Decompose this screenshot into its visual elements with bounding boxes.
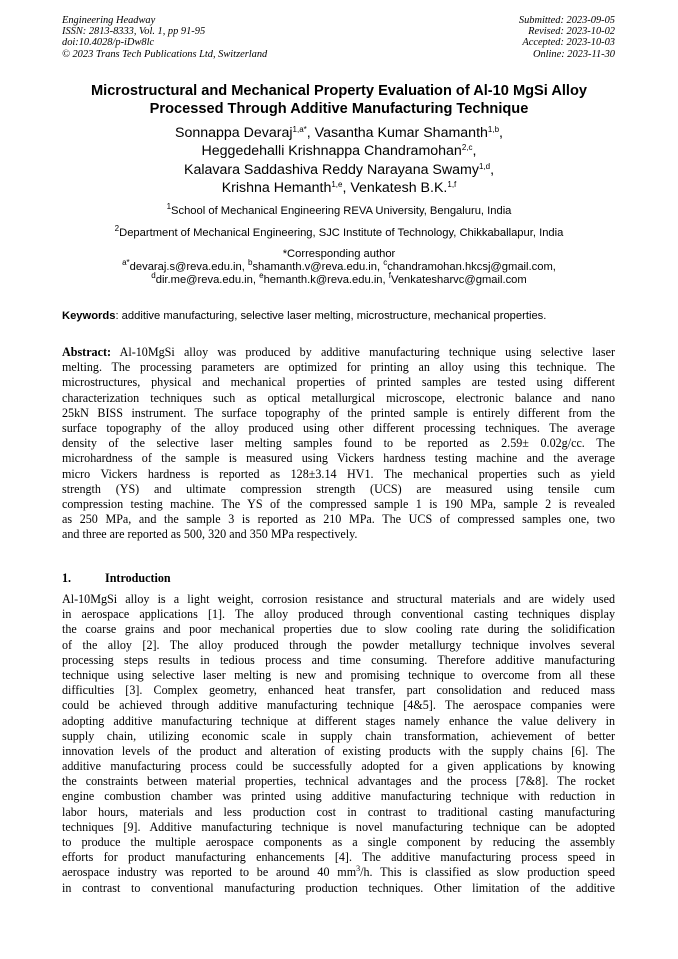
paper-title bbox=[40, 82, 638, 118]
journal-name: Engineering Headway bbox=[62, 15, 156, 26]
revised-date: Revised: 2023-10-02 bbox=[528, 26, 615, 38]
paragraph-line: techniques [9]. Additive manufacturing technique is novel manufacturing technique can be adopted bbox=[62, 819, 615, 834]
superscript: 3 bbox=[356, 864, 361, 874]
issn-volume: ISSN: 2813-8333, Vol. 1, pp 91-95 bbox=[62, 26, 206, 38]
author-list bbox=[40, 124, 638, 198]
author-name: Kalavara Saddashiva Reddy Narayana Swamy bbox=[183, 161, 479, 178]
paragraph-line: Al-10MgSi alloy is a light weight, corrosion resistance and structural materials and are widely used bbox=[62, 592, 615, 606]
paragraph-line: could be achieved through additive manufacturing technique [4&5]. The aerospace companies were bbox=[62, 698, 615, 713]
email-mark: a* bbox=[122, 258, 130, 267]
abstract-line: microhardness of the sample is measured using Vickers hardness testing machine and the average bbox=[62, 451, 615, 466]
title-line-1: Microstructural and Mechanical Property Evaluation of Al-10 MgSi Alloy bbox=[90, 83, 588, 99]
email-mark: c bbox=[383, 258, 388, 267]
abstract-line: strength (YS) and ultimate compression strength (UCS) are measured using tensile cum bbox=[62, 481, 615, 496]
affiliation-1 bbox=[40, 202, 638, 218]
author-separator: , bbox=[342, 180, 351, 197]
paragraph-line: in contrast to conventional manufacturing production techniques. Other limitation of the additive bbox=[62, 880, 615, 895]
paragraph-line: to produce the multiple aerospace components as a single component by reducing the assembly bbox=[62, 835, 615, 849]
email-mark: e bbox=[259, 271, 264, 280]
author-affiliation-mark: 1,f bbox=[447, 180, 457, 190]
email-link[interactable]: Venkatesharvc@gmail.com bbox=[390, 274, 527, 286]
abstract-line: melting. The processing parameters are optimized for printing an alloy using this technique. The bbox=[62, 360, 615, 375]
paragraph-line: processing steps results in tedious process and time consuming. Therefore additive manufacturing bbox=[62, 652, 615, 667]
author-affiliation-mark: 1,d bbox=[478, 161, 491, 171]
author-name: Venkatesh B.K. bbox=[350, 180, 448, 197]
email-mark: b bbox=[247, 258, 253, 267]
paragraph-line: the coarse grains and poor mechanical properties due to slow cooling rate during the solidification bbox=[62, 622, 615, 637]
affiliation-mark: 1 bbox=[166, 202, 172, 211]
author-emails bbox=[40, 258, 638, 287]
paragraph-line: engine combustion chamber was printed using additive manufacturing technique with reduction in bbox=[62, 789, 615, 804]
author-line bbox=[40, 179, 638, 197]
author-separator: , bbox=[490, 161, 495, 178]
online-date: Online: 2023-11-30 bbox=[532, 48, 615, 60]
corresponding-author-note: *Corresponding author bbox=[282, 248, 396, 260]
paragraph-line: innovation levels of the product and alteration of existing products with the supply chains [6]. The bbox=[62, 743, 615, 758]
paragraph-line: technique using selective laser melting is new and promising technique to overcome from all these bbox=[62, 667, 615, 682]
email-line bbox=[40, 271, 638, 287]
author-line bbox=[40, 124, 638, 142]
email-link[interactable]: shamanth.v@reva.edu.in, bbox=[252, 261, 384, 273]
doi[interactable]: doi:10.4028/p-iDw8lc bbox=[62, 37, 155, 49]
journal-info bbox=[62, 15, 267, 60]
email-link[interactable]: hemanth.k@reva.edu.in, bbox=[263, 274, 389, 286]
line-text: aerospace industry was reported to be around 40 mm bbox=[62, 865, 357, 880]
abstract-line: surface topography of the alloy produced using other different processing techniques. The average bbox=[62, 420, 615, 435]
email-link[interactable]: dir.me@reva.edu.in, bbox=[155, 274, 260, 286]
introduction-body bbox=[62, 592, 615, 896]
abstract-line: density of the selective laser melting samples found to be reported as 2.59± 0.02g/cc. The bbox=[62, 436, 615, 451]
affiliation-mark: 2 bbox=[114, 224, 120, 233]
author-name: Krishna Hemanth bbox=[221, 180, 332, 197]
abstract bbox=[62, 345, 615, 542]
line-text: /h. This is classified as slow production speed bbox=[360, 865, 616, 880]
email-mark: d bbox=[151, 271, 156, 280]
section-heading-introduction bbox=[62, 571, 171, 586]
section-number: 1. bbox=[62, 571, 72, 585]
author-name: Sonnappa Devaraj bbox=[175, 125, 293, 141]
author-name: Heggedehalli Krishnappa Chandramohan bbox=[201, 143, 462, 160]
email-link[interactable]: chandramohan.hkcsj@gmail.com, bbox=[387, 261, 556, 273]
abstract-line: 25kN BISS instrument. The surface topography of the printed sample is entirely different from the bbox=[62, 405, 615, 420]
paragraph-line: supply chain, utilizing economic scale in supply chain transformation, achievement of better bbox=[62, 728, 615, 743]
paragraph-line bbox=[62, 865, 615, 880]
affiliation-text: Department of Mechanical Engineering, SJC Institute of Technology, Chikkaballapur, India bbox=[119, 227, 564, 239]
publication-dates bbox=[519, 15, 615, 60]
author-affiliation-mark: 1,a* bbox=[292, 125, 307, 134]
paragraph-line: the constraints between material properties, technical advantages and the process [7&8]. The rocket bbox=[62, 774, 615, 789]
paragraph-line: efforts for product manufacturing enhancements [4]. The additive manufacturing process speed in bbox=[62, 850, 615, 865]
abstract-line: characterization techniques such as optical metallurgical microscope, electronic balance and nano bbox=[62, 390, 615, 405]
abstract-line: micro Vickers hardness is reported as 128±3.14 HV1. The mechanical properties such as yield bbox=[62, 466, 615, 481]
paragraph-line: additive manufacturing process could be successfully adopted for a given applications by knowing bbox=[62, 759, 615, 774]
author-separator: , bbox=[499, 125, 503, 141]
author-affiliation-mark: 2,c bbox=[461, 143, 473, 153]
author-line bbox=[40, 142, 638, 160]
author-separator: , bbox=[472, 143, 477, 160]
keywords-text: : additive manufacturing, selective laser melting, microstructure, mechanical properties. bbox=[115, 310, 547, 322]
paragraph-line: in aerospace applications [1]. The alloy produced through conventional casting techniques display bbox=[62, 607, 615, 622]
abstract-line: microstructures, physical and mechanical properties of printed samples are tested using different bbox=[62, 375, 615, 390]
abstract-line: and three are reported as 500, 320 and 350 MPa respectively. bbox=[62, 527, 358, 542]
abstract-line: as 250 MPa, and the sample 3 is reported as 210 MPa. The UCS of compressed samples one, two bbox=[62, 512, 615, 527]
author-affiliation-mark: 1,b bbox=[487, 125, 500, 134]
abstract-line bbox=[62, 345, 615, 360]
paragraph-line: difficulties [3]. Complex geometry, enhanced heat transfer, part consolidation and reduced mass bbox=[62, 683, 615, 698]
paragraph-line: adopting additive manufacturing technique at different stages namely enhance the value delivery in bbox=[62, 713, 615, 728]
paragraph-line: of the alloy [2]. The alloy produced through the powder metallurgy technique involves several bbox=[62, 637, 615, 652]
author-separator: , bbox=[306, 125, 315, 141]
abstract-label: Abstract: bbox=[62, 345, 112, 359]
abstract-line: compression testing machine. The YS of the compressed sample 1 is 190 MPa, sample 2 is revealed bbox=[62, 496, 615, 511]
submitted-date: Submitted: 2023-09-05 bbox=[518, 15, 615, 26]
section-title: Introduction bbox=[105, 571, 171, 585]
affiliation-2 bbox=[40, 224, 638, 240]
keywords bbox=[62, 310, 546, 322]
email-link[interactable]: devaraj.s@reva.edu.in, bbox=[129, 261, 248, 273]
title-line-2: Processed Through Additive Manufacturing Technique bbox=[149, 101, 529, 117]
author-name: Vasantha Kumar Shamanth bbox=[314, 125, 488, 141]
abstract-text: Al-10MgSi alloy was produced by additive manufacturing technique using selective laser bbox=[111, 345, 615, 359]
email-line bbox=[40, 258, 638, 274]
keywords-label: Keywords bbox=[62, 310, 116, 322]
copyright: © 2023 Trans Tech Publications Ltd, Switzerland bbox=[62, 48, 268, 60]
affiliation-text: School of Mechanical Engineering REVA University, Bengaluru, India bbox=[171, 205, 512, 217]
author-line bbox=[40, 161, 638, 179]
accepted-date: Accepted: 2023-10-03 bbox=[522, 37, 615, 49]
paragraph-line: labor hours, materials and less production cost in contrast to traditional casting manufacturing bbox=[62, 804, 615, 819]
author-affiliation-mark: 1,e bbox=[331, 180, 343, 190]
email-mark: f bbox=[388, 271, 391, 280]
